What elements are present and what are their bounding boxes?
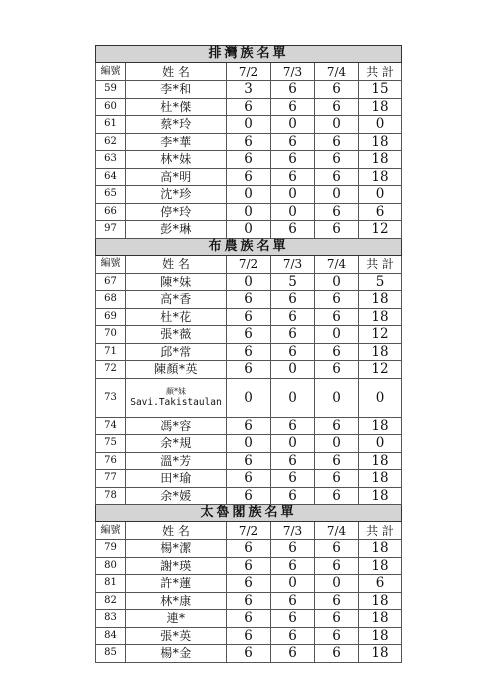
row-name: 高*香 — [126, 291, 227, 309]
row-total: 18 — [359, 151, 402, 169]
header-row — [96, 522, 402, 540]
row-day-1: 6 — [227, 361, 271, 379]
row-name — [126, 378, 227, 417]
row-id: 72 — [96, 361, 126, 379]
row-day-3: 6 — [315, 221, 359, 239]
table-row — [96, 470, 402, 488]
row-day-2: 6 — [271, 326, 315, 344]
row-name: 馮*容 — [126, 417, 227, 435]
row-id: 64 — [96, 168, 126, 186]
row-day-2: 0 — [271, 116, 315, 134]
row-total: 18 — [359, 557, 402, 575]
table-row — [96, 343, 402, 361]
row-day-1: 6 — [227, 133, 271, 151]
row-id: 69 — [96, 308, 126, 326]
row-day-1: 6 — [227, 452, 271, 470]
table-row — [96, 557, 402, 575]
header-id: 編號 — [96, 63, 126, 81]
header-name: 姓 名 — [126, 63, 227, 81]
row-day-3: 6 — [315, 470, 359, 488]
row-id: 59 — [96, 81, 126, 99]
row-total: 18 — [359, 168, 402, 186]
row-day-2: 0 — [271, 575, 315, 593]
row-day-3: 6 — [315, 645, 359, 663]
row-id: 71 — [96, 343, 126, 361]
row-name: 張*英 — [126, 627, 227, 645]
header-name: 姓 名 — [126, 522, 227, 540]
section-title: 布農族名單 — [96, 238, 402, 255]
row-name: 蔡*玲 — [126, 116, 227, 134]
header-day-1: 7/2 — [227, 63, 271, 81]
section-title-row — [96, 238, 402, 255]
table-row — [96, 435, 402, 453]
table-row — [96, 151, 402, 169]
row-total: 12 — [359, 326, 402, 344]
section-title-row — [96, 46, 402, 63]
row-id: 83 — [96, 610, 126, 628]
row-day-1: 6 — [227, 470, 271, 488]
row-total: 18 — [359, 308, 402, 326]
header-day-3: 7/4 — [315, 522, 359, 540]
row-day-2: 0 — [271, 435, 315, 453]
header-day-2: 7/3 — [271, 63, 315, 81]
row-day-1: 3 — [227, 81, 271, 99]
row-day-3: 0 — [315, 116, 359, 134]
row-name: 林*妹 — [126, 151, 227, 169]
row-id: 78 — [96, 487, 126, 505]
table-row — [96, 308, 402, 326]
row-day-2: 6 — [271, 540, 315, 558]
table-row — [96, 186, 402, 204]
attendance-sheet — [95, 45, 401, 663]
row-total: 18 — [359, 540, 402, 558]
row-id: 63 — [96, 151, 126, 169]
header-day-1: 7/2 — [227, 255, 271, 273]
row-day-3: 6 — [315, 168, 359, 186]
row-day-1: 6 — [227, 326, 271, 344]
row-id: 77 — [96, 470, 126, 488]
table-row — [96, 452, 402, 470]
header-day-2: 7/3 — [271, 522, 315, 540]
row-day-1: 0 — [227, 378, 271, 417]
row-day-2: 6 — [271, 610, 315, 628]
header-id: 編號 — [96, 255, 126, 273]
row-id: 61 — [96, 116, 126, 134]
row-day-2: 6 — [271, 168, 315, 186]
row-day-3: 6 — [315, 557, 359, 575]
row-day-2: 5 — [271, 273, 315, 291]
row-id: 62 — [96, 133, 126, 151]
row-total: 18 — [359, 645, 402, 663]
row-day-3: 6 — [315, 343, 359, 361]
row-day-2: 6 — [271, 81, 315, 99]
row-day-2: 0 — [271, 378, 315, 417]
row-total: 18 — [359, 452, 402, 470]
row-day-2: 0 — [271, 203, 315, 221]
header-row — [96, 63, 402, 81]
row-total: 0 — [359, 378, 402, 417]
table-row — [96, 592, 402, 610]
row-id: 85 — [96, 645, 126, 663]
row-day-3: 6 — [315, 592, 359, 610]
table-row — [96, 627, 402, 645]
table-row — [96, 575, 402, 593]
row-total: 12 — [359, 361, 402, 379]
row-name: 彭*琳 — [126, 221, 227, 239]
row-name-secondary: Savi.Takistaulan — [130, 396, 222, 408]
row-day-2: 0 — [271, 186, 315, 204]
row-id: 84 — [96, 627, 126, 645]
row-name: 田*瑜 — [126, 470, 227, 488]
row-day-3: 0 — [315, 575, 359, 593]
row-id: 66 — [96, 203, 126, 221]
row-name: 停*玲 — [126, 203, 227, 221]
header-day-3: 7/4 — [315, 255, 359, 273]
row-day-3: 6 — [315, 151, 359, 169]
row-id: 67 — [96, 273, 126, 291]
row-total: 0 — [359, 435, 402, 453]
row-name: 余*規 — [126, 435, 227, 453]
row-name: 張*薇 — [126, 326, 227, 344]
row-day-1: 6 — [227, 575, 271, 593]
row-day-2: 0 — [271, 361, 315, 379]
row-total: 15 — [359, 81, 402, 99]
row-name: 杜*傑 — [126, 98, 227, 116]
row-day-2: 6 — [271, 343, 315, 361]
section-title-row — [96, 505, 402, 522]
row-name: 高*明 — [126, 168, 227, 186]
row-total: 18 — [359, 487, 402, 505]
row-day-2: 6 — [271, 221, 315, 239]
row-day-2: 6 — [271, 645, 315, 663]
row-day-3: 6 — [315, 98, 359, 116]
row-day-3: 6 — [315, 203, 359, 221]
row-id: 76 — [96, 452, 126, 470]
row-day-3: 6 — [315, 291, 359, 309]
header-total: 共 計 — [359, 522, 402, 540]
row-id: 80 — [96, 557, 126, 575]
row-name: 邱*常 — [126, 343, 227, 361]
row-day-1: 6 — [227, 417, 271, 435]
row-day-1: 6 — [227, 308, 271, 326]
header-day-1: 7/2 — [227, 522, 271, 540]
row-name: 謝*瑛 — [126, 557, 227, 575]
row-name: 林*康 — [126, 592, 227, 610]
table-row — [96, 361, 402, 379]
row-day-1: 0 — [227, 186, 271, 204]
row-day-1: 0 — [227, 435, 271, 453]
row-day-1: 6 — [227, 151, 271, 169]
row-name: 溫*芳 — [126, 452, 227, 470]
row-total: 6 — [359, 203, 402, 221]
row-day-2: 6 — [271, 417, 315, 435]
table-row — [96, 540, 402, 558]
row-day-1: 6 — [227, 645, 271, 663]
table-row — [96, 221, 402, 239]
row-name: 沈*珍 — [126, 186, 227, 204]
row-day-2: 6 — [271, 291, 315, 309]
row-total: 18 — [359, 627, 402, 645]
header-row — [96, 255, 402, 273]
header-name: 姓 名 — [126, 255, 227, 273]
row-total: 18 — [359, 417, 402, 435]
row-name: 許*蓮 — [126, 575, 227, 593]
row-day-3: 6 — [315, 610, 359, 628]
row-total: 18 — [359, 291, 402, 309]
row-total: 18 — [359, 98, 402, 116]
row-total: 18 — [359, 610, 402, 628]
header-day-3: 7/4 — [315, 63, 359, 81]
row-day-2: 6 — [271, 627, 315, 645]
row-name: 陳顏*英 — [126, 361, 227, 379]
row-day-1: 6 — [227, 557, 271, 575]
row-day-3: 6 — [315, 81, 359, 99]
section-title: 太魯閣族名單 — [96, 505, 402, 522]
row-day-1: 0 — [227, 273, 271, 291]
row-id: 97 — [96, 221, 126, 239]
row-day-1: 0 — [227, 221, 271, 239]
row-day-2: 6 — [271, 98, 315, 116]
row-day-3: 0 — [315, 435, 359, 453]
table-row — [96, 417, 402, 435]
table-row — [96, 610, 402, 628]
row-total: 18 — [359, 592, 402, 610]
row-name-primary: 顏*妹 — [166, 386, 186, 396]
row-day-2: 6 — [271, 151, 315, 169]
row-id: 73 — [96, 378, 126, 417]
attendance-table — [95, 45, 402, 663]
row-day-2: 6 — [271, 470, 315, 488]
row-day-3: 6 — [315, 417, 359, 435]
row-day-3: 6 — [315, 487, 359, 505]
row-id: 70 — [96, 326, 126, 344]
row-name: 陳*妹 — [126, 273, 227, 291]
row-day-1: 6 — [227, 540, 271, 558]
row-day-3: 6 — [315, 308, 359, 326]
row-name: 楊*金 — [126, 645, 227, 663]
row-id: 81 — [96, 575, 126, 593]
row-id: 68 — [96, 291, 126, 309]
row-total: 0 — [359, 186, 402, 204]
row-day-3: 6 — [315, 133, 359, 151]
row-day-3: 0 — [315, 186, 359, 204]
row-day-1: 0 — [227, 203, 271, 221]
row-total: 12 — [359, 221, 402, 239]
table-row — [96, 81, 402, 99]
row-total: 5 — [359, 273, 402, 291]
header-day-2: 7/3 — [271, 255, 315, 273]
row-total: 18 — [359, 470, 402, 488]
row-day-2: 6 — [271, 592, 315, 610]
row-name: 余*媛 — [126, 487, 227, 505]
row-day-1: 6 — [227, 487, 271, 505]
row-id: 75 — [96, 435, 126, 453]
table-row — [96, 133, 402, 151]
row-total: 0 — [359, 116, 402, 134]
table-row — [96, 273, 402, 291]
row-day-3: 6 — [315, 361, 359, 379]
row-day-3: 0 — [315, 326, 359, 344]
row-total: 18 — [359, 343, 402, 361]
row-day-1: 6 — [227, 343, 271, 361]
row-name: 楊*潔 — [126, 540, 227, 558]
row-day-3: 6 — [315, 627, 359, 645]
row-id: 79 — [96, 540, 126, 558]
row-day-1: 6 — [227, 592, 271, 610]
row-name: 杜*花 — [126, 308, 227, 326]
row-day-2: 6 — [271, 452, 315, 470]
row-total: 18 — [359, 133, 402, 151]
row-day-3: 0 — [315, 378, 359, 417]
row-total: 6 — [359, 575, 402, 593]
table-row — [96, 645, 402, 663]
row-day-3: 6 — [315, 452, 359, 470]
row-day-2: 6 — [271, 133, 315, 151]
row-day-2: 6 — [271, 308, 315, 326]
row-id: 60 — [96, 98, 126, 116]
row-id: 65 — [96, 186, 126, 204]
row-day-1: 6 — [227, 291, 271, 309]
header-id: 編號 — [96, 522, 126, 540]
table-row — [96, 98, 402, 116]
row-day-2: 6 — [271, 487, 315, 505]
row-id: 82 — [96, 592, 126, 610]
row-day-1: 6 — [227, 627, 271, 645]
row-day-1: 6 — [227, 168, 271, 186]
row-day-1: 0 — [227, 116, 271, 134]
table-row — [96, 168, 402, 186]
row-day-3: 0 — [315, 273, 359, 291]
row-day-1: 6 — [227, 610, 271, 628]
header-total: 共 計 — [359, 255, 402, 273]
section-title: 排灣族名單 — [96, 46, 402, 63]
row-day-2: 6 — [271, 557, 315, 575]
row-name: 李*華 — [126, 133, 227, 151]
row-day-3: 6 — [315, 540, 359, 558]
row-name: 李*和 — [126, 81, 227, 99]
table-row — [96, 291, 402, 309]
table-row — [96, 326, 402, 344]
table-row — [96, 487, 402, 505]
table-row — [96, 203, 402, 221]
header-total: 共 計 — [359, 63, 402, 81]
table-row — [96, 116, 402, 134]
row-day-1: 6 — [227, 98, 271, 116]
row-name: 連* — [126, 610, 227, 628]
table-row — [96, 378, 402, 417]
row-id: 74 — [96, 417, 126, 435]
